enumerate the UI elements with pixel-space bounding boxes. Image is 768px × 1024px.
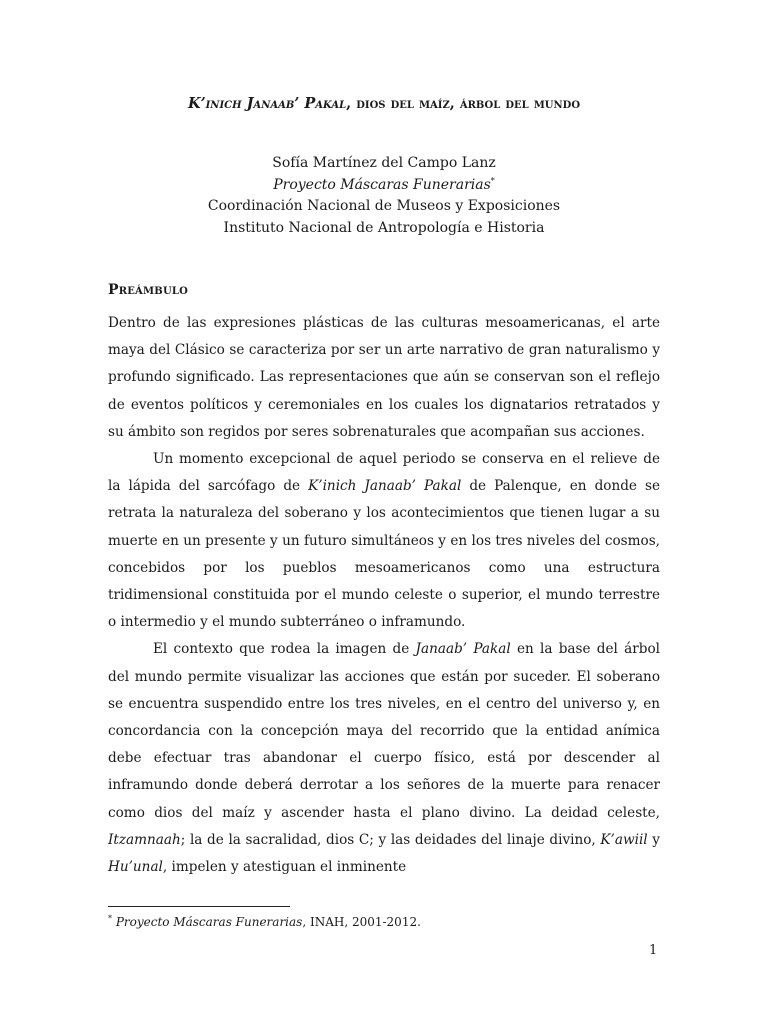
paragraph-3-itzamnaah: Itzamnaah <box>108 831 181 848</box>
author-name: Sofía Martínez del Campo Lanz <box>272 155 496 171</box>
paragraph-2 <box>108 446 660 636</box>
paragraph-2-name: K’inich Janaab’ Pakal <box>308 478 462 495</box>
paragraph-2-text-b: de Palenque, en donde se retrata la naturaleza del soberano y los acontecimientos que tienen lugar a su muerte en un presente y un futuro simultáneos y en los tres niveles del cosmos, concebidos por los pueblos mesoamericanos como una estructura tridimensional constituida por el mundo celeste o superior, el mundo terrestre o intermedio y el mundo subterráneo o inframundo. <box>108 478 661 631</box>
footnote-project: Proyecto Máscaras Funerarias <box>115 915 303 929</box>
page-number: 1 <box>649 943 658 958</box>
paragraph-3-conjunction: y <box>647 831 660 848</box>
footnote-rest: , INAH, 2001-2012. <box>302 915 421 929</box>
title-rest: , dios del maíz, árbol del mundo <box>346 95 581 112</box>
footnote <box>108 915 421 929</box>
paragraph-3-text-c: ; la de la sacralidad, dios C; y las deidades del linaje divino, <box>180 831 601 848</box>
body-text <box>108 310 660 881</box>
section-heading: Preámbulo <box>108 282 189 298</box>
title-name: K’inich Janaab’ Pakal <box>187 95 347 112</box>
paragraph-2-text-a: Un momento excepcional de aquel periodo se conserva en el relieve de la lápida del sarcófago de <box>108 451 660 495</box>
paragraph-3-text-d: , impelen y atestiguan el inminente <box>162 859 407 876</box>
author-project <box>0 175 768 197</box>
author-project-marker: * <box>490 175 495 185</box>
author-block <box>0 153 768 239</box>
paragraph-3 <box>108 636 660 881</box>
footnote-divider <box>108 906 290 907</box>
footnote-marker: * <box>108 914 112 923</box>
paper-title <box>0 95 768 112</box>
paragraph-3-hunal: Hu’unal <box>108 859 163 876</box>
author-coordination: Coordinación Nacional de Museos y Exposiciones <box>207 198 561 214</box>
paragraph-3-name: Janaab’ Pakal <box>415 641 511 658</box>
paragraph-3-text-b: en la base del árbol del mundo permite visualizar las acciones que están por suceder. El soberano se encuentra suspendido entre los tres niveles, en el centro del universo y, en concordancia con la concepción maya del recorrido que la entidad anímica debe efectuar tras abandonar el cuerpo físico, está por descender al inframundo donde deberá derrotar a los señores de la muerte para renacer como dios del maíz y ascender hasta el plano divino. La deidad celeste, <box>108 641 660 821</box>
paragraph-1: Dentro de las expresiones plásticas de las culturas mesoamericanas, el arte maya del Clásico se caracteriza por ser un arte narrativo de gran naturalismo y profundo significado. Las representaciones que aún se conservan son el reflejo de eventos políticos y ceremoniales en los cuales los dignatarios retratados y su ámbito son regidos por seres sobrenaturales que acompañan sus acciones. <box>108 315 660 440</box>
paragraph-3-kawiil: K’awiil <box>600 831 648 848</box>
paragraph-3-text-a: El contexto que rodea la imagen de <box>153 641 416 658</box>
author-project-name: Proyecto Máscaras Funerarias <box>273 176 491 193</box>
author-institute: Instituto Nacional de Antropología e Historia <box>223 219 545 236</box>
